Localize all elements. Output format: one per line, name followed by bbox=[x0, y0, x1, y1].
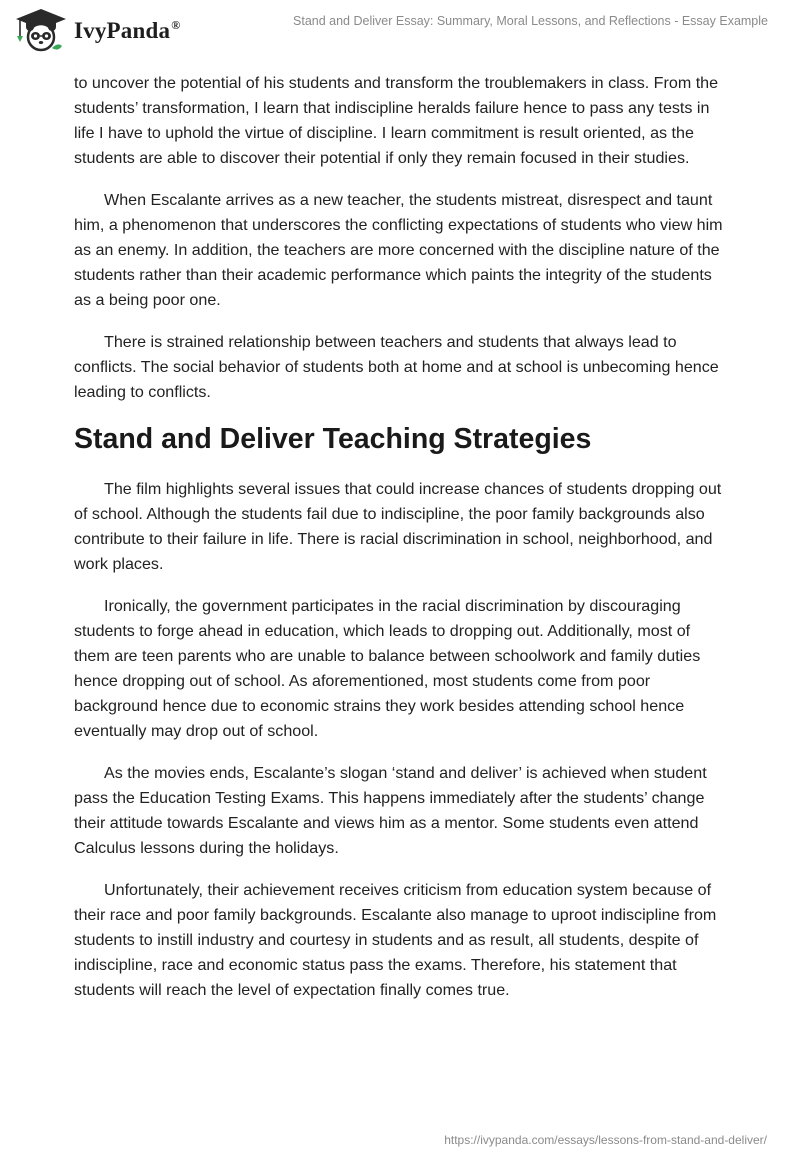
panda-graduation-cap-icon bbox=[14, 8, 68, 52]
paragraph: to uncover the potential of his students and transform the troublemakers in class. From the students’ transformation, I learn that indiscipline heralds failure hence to pass any tests in life I have to uphold the virtue of discipline. I learn commitment is result oriented, as the students are able to discover their potential if only they remain focused in their studies. bbox=[74, 74, 719, 167]
brand-name: IvyPanda® bbox=[74, 18, 181, 43]
paragraph: There is strained relationship between teachers and students that always lead to conflicts. The social behavior of students both at home and at school is unbecoming hence leading to conflicts. bbox=[74, 333, 719, 401]
page-header bbox=[0, 0, 800, 70]
article-body bbox=[74, 71, 726, 1020]
paragraph: When Escalante arrives as a new teacher, the students mistreat, disrespect and taunt him, a phenomenon that underscores the conflicting expectations of students who view him as an enemy. In addition, the teachers are more concerned with the discipline nature of the students rather than their academic performance which paints the integrity of the students as a being poor one. bbox=[74, 191, 723, 309]
paragraph: Unfortunately, their achievement receives criticism from education system because of their race and poor family backgrounds. Escalante also manage to uproot indiscipline from students to instill industry and courtesy in students and as result, all students, despite of indiscipline, race and economic status pass the exams. Therefore, his statement that students will reach the level of expectation finally comes true. bbox=[74, 881, 717, 999]
paragraph: The film highlights several issues that could increase chances of students dropping out of school. Although the students fail due to indiscipline, the poor family backgrounds also contribute to their failure in life. There is racial discrimination in school, neighborhood, and work places. bbox=[74, 480, 722, 573]
paragraph: Ironically, the government participates in the racial discrimination by discouraging students to forge ahead in education, which leads to dropping out. Additionally, most of them are teen parents who are unable to balance between schoolwork and family duties hence dropping out of school. As aforementioned, most students come from poor background hence due to economic strains they work besides attending school hence eventually may drop out of school. bbox=[74, 597, 701, 740]
ivypanda-logo[interactable] bbox=[14, 8, 180, 52]
section-heading: Stand and Deliver Teaching Strategies bbox=[74, 423, 592, 455]
source-url[interactable]: https://ivypanda.com/essays/lessons-from-stand-and-deliver/ bbox=[444, 1133, 767, 1147]
registered-mark: ® bbox=[171, 18, 181, 33]
document-title: Stand and Deliver Essay: Summary, Moral Lessons, and Reflections - Essay Example bbox=[293, 14, 768, 28]
paragraph: As the movies ends, Escalante’s slogan ‘stand and deliver’ is achieved when student pass the Education Testing Exams. This happens immediately after the students’ change their attitude towards Escalante and views him as a mentor. Some students even attend Calculus lessons during the holidays. bbox=[74, 764, 707, 857]
